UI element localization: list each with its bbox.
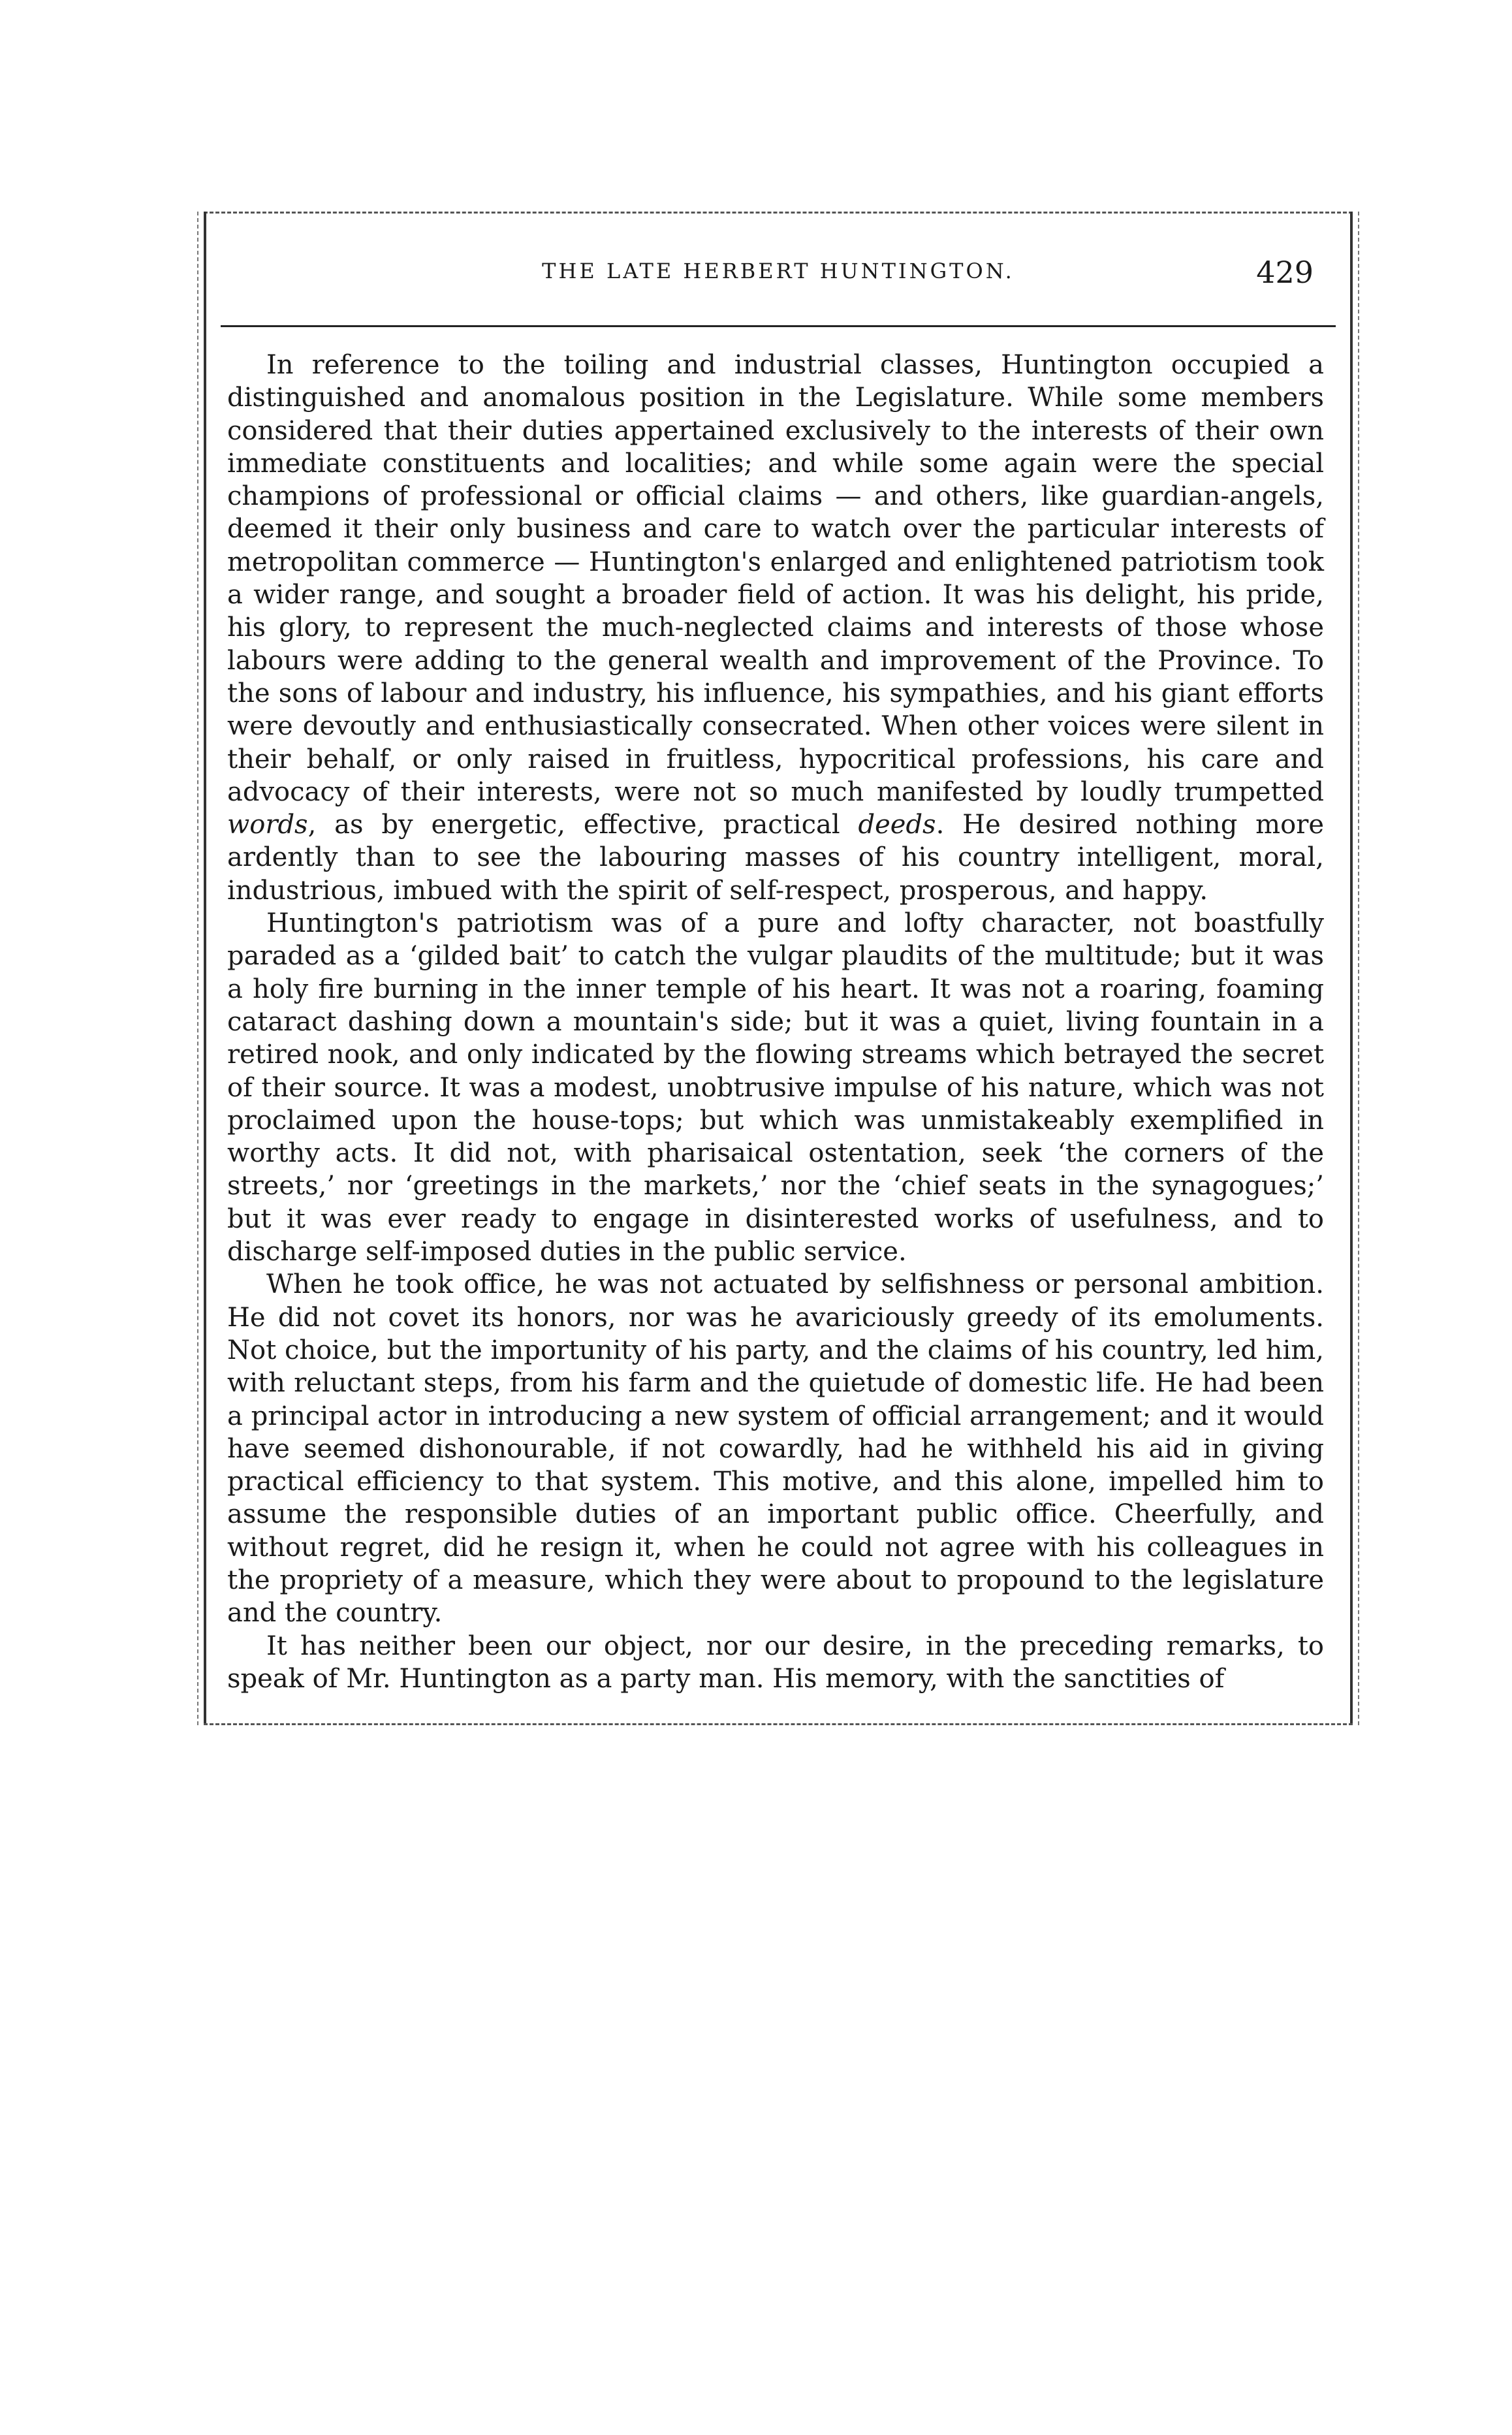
frame-top-border bbox=[204, 212, 1353, 214]
text-run: When he took office, he was not actuated by selfishness or personal ambition. He did not covet its honors, nor was he avariciously greedy of its emoluments. Not choice, but the importunity of his party, and the claims of his country, led him, with reluctant steps, from his farm and the quietude of domestic life. He had been a principal actor in introducing a new system of official arrangement; and it would have seemed dishonourable, if not cowardly, had he withheld his aid in giving practical efficiency to that system. This motive, and this alone, impelled him to assume the responsible duties of an important public office. Cheerfully, and without regret, did he resign it, when he could not agree with his colleagues in the propriety of a measure, which they were about to propound to the legislature and the country. bbox=[227, 1269, 1324, 1629]
frame-left-outer-border bbox=[197, 212, 198, 1725]
paragraph bbox=[227, 1268, 1324, 1629]
italic-text: deeds bbox=[858, 810, 936, 840]
frame-right-border bbox=[1350, 212, 1353, 1725]
running-title: THE LATE HERBERT HUNTINGTON. bbox=[542, 259, 1015, 283]
italic-text: words bbox=[227, 810, 308, 840]
paragraph bbox=[227, 1630, 1324, 1696]
text-run: . He desired nothing more ardently than to see the labouring masses of his country intelligent, moral, industrious, imbued with the spirit of self-respect, prosperous, and happy. bbox=[227, 810, 1324, 906]
page-frame bbox=[204, 204, 1353, 1725]
frame-left-border bbox=[204, 212, 206, 1725]
running-head bbox=[217, 255, 1340, 290]
frame-right-outer-border bbox=[1358, 212, 1359, 1725]
body-text bbox=[227, 349, 1324, 1695]
frame-bottom-border bbox=[204, 1723, 1353, 1725]
text-run: In reference to the toiling and industrial classes, Huntington occupied a distinguished and anomalous position in the Legislature. While some members considered that their duties appertained exclusively to the interests of their own immediate constituents and localities; and while some again were the special champions of professional or official claims — and others, like guardian-angels, deemed it their only business and care to watch over the particular interests of metropolitan commerce — Huntington's enlarged and enlightened patriotism took a wider range, and sought a broader field of action. It was his delight, his pride, his glory, to represent the much-neglected claims and interests of those whose labours were adding to the general wealth and improvement of the Province. To the sons of labour and industry, his influence, his sympathies, and his giant efforts were devoutly and enthusiastically consecrated. When other voices were silent in their behalf, or only raised in fruitless, hypocritical professions, his care and advocacy of their interests, were not so much manifested by loudly trumpetted bbox=[227, 350, 1324, 807]
text-run: , as by energetic, effective, practical bbox=[307, 810, 858, 840]
header-rule bbox=[221, 325, 1336, 327]
page-number: 429 bbox=[1256, 255, 1314, 290]
paragraph bbox=[227, 349, 1324, 907]
text-run: It has neither been our object, nor our desire, in the preceding remarks, to speak of Mr. Huntington as a party man. His memory, with the sanctities of bbox=[227, 1631, 1324, 1694]
paragraph bbox=[227, 907, 1324, 1268]
text-run: Huntington's patriotism was of a pure and lofty character, not boastfully paraded as a ‘gilded bait’ to catch the vulgar plaudits of the multitude; but it was a holy fire burning in the inner temple of his heart. It was not a roaring, foaming cataract dashing down a mountain's side; but it was a quiet, living fountain in a retired nook, and only indicated by the flowing streams which betrayed the secret of their source. It was a modest, unobtrusive impulse of his nature, which was not proclaimed upon the house-tops; but which was unmistakeably exemplified in worthy acts. It did not, with pharisaical ostentation, seek ‘the corners of the streets,’ nor ‘greetings in the markets,’ nor the ‘chief seats in the synagogues;’ but it was ever ready to engage in disinterested works of usefulness, and to discharge self-imposed duties in the public service. bbox=[227, 908, 1324, 1267]
